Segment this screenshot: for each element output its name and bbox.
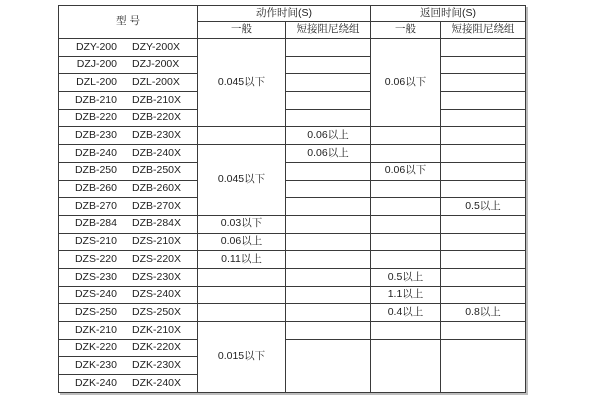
action-damping-cell bbox=[286, 286, 371, 304]
model-name: DZB-250 bbox=[74, 164, 117, 177]
action-damping-cell bbox=[286, 339, 371, 392]
model-name: DZY-200 bbox=[75, 40, 117, 53]
header-action-general: 一般 bbox=[198, 22, 286, 39]
action-damping-cell: 0.06以上 bbox=[286, 127, 371, 145]
return-damping-cell bbox=[441, 215, 526, 233]
return-damping-cell bbox=[441, 286, 526, 304]
action-general-cell: 0.045以下 bbox=[198, 145, 286, 216]
model-name: DZS-210X bbox=[131, 235, 182, 248]
model-name: DZB-220 bbox=[74, 111, 117, 124]
model-name: DZS-220X bbox=[131, 252, 182, 265]
model-name: DZS-240X bbox=[131, 288, 182, 301]
model-name: DZS-230X bbox=[131, 270, 182, 283]
action-damping-cell bbox=[286, 198, 371, 216]
model-name: DZB-284 bbox=[74, 217, 117, 230]
action-damping-cell bbox=[286, 322, 371, 340]
model-name: DZJ-200X bbox=[132, 58, 180, 71]
return-general-cell: 0.06以下 bbox=[371, 39, 441, 127]
table-row bbox=[59, 162, 526, 180]
return-damping-cell bbox=[441, 251, 526, 269]
return-general-cell bbox=[371, 127, 441, 145]
model-cell bbox=[59, 215, 198, 233]
return-damping-cell bbox=[441, 322, 526, 340]
model-name: DZK-220X bbox=[131, 341, 182, 354]
header-return-damping: 短接阻尼绕组 bbox=[441, 22, 526, 39]
action-damping-cell bbox=[286, 251, 371, 269]
model-name: DZB-230 bbox=[74, 129, 117, 141]
return-damping-cell bbox=[441, 162, 526, 180]
table-row bbox=[59, 109, 526, 127]
header-group-row bbox=[59, 6, 526, 22]
return-general-cell bbox=[371, 215, 441, 233]
table-body bbox=[59, 39, 526, 393]
action-general-cell: 0.03以下 bbox=[198, 215, 286, 233]
model-cell bbox=[59, 127, 198, 145]
action-damping-cell bbox=[286, 233, 371, 251]
model-name: DZK-240 bbox=[74, 376, 117, 389]
return-damping-cell bbox=[441, 339, 526, 392]
model-name: DZB-220X bbox=[131, 111, 182, 124]
return-general-cell bbox=[371, 145, 441, 163]
model-cell bbox=[59, 304, 198, 322]
model-cell bbox=[59, 339, 198, 357]
action-damping-cell bbox=[286, 39, 371, 57]
model-cell bbox=[59, 92, 198, 110]
model-name: DZB-240 bbox=[74, 146, 117, 159]
model-cell bbox=[59, 233, 198, 251]
model-name: DZS-250 bbox=[74, 305, 117, 318]
model-cell bbox=[59, 357, 198, 375]
header-action-damping: 短接阻尼绕组 bbox=[286, 22, 371, 39]
return-general-cell: 0.06以下 bbox=[371, 162, 441, 180]
model-cell bbox=[59, 180, 198, 198]
return-general-cell bbox=[371, 233, 441, 251]
table-row bbox=[59, 198, 526, 216]
model-name: DZS-220 bbox=[74, 252, 117, 265]
table-row bbox=[59, 286, 526, 304]
action-damping-cell bbox=[286, 92, 371, 110]
model-name: DZB-230X bbox=[131, 129, 182, 141]
model-name: DZK-240X bbox=[131, 376, 182, 389]
action-general-cell bbox=[198, 286, 286, 304]
return-general-cell: 0.5以上 bbox=[371, 268, 441, 286]
table-row bbox=[59, 56, 526, 74]
model-name: DZB-250X bbox=[131, 164, 182, 177]
action-damping-cell bbox=[286, 268, 371, 286]
action-damping-cell bbox=[286, 109, 371, 127]
model-name: DZK-210X bbox=[131, 323, 182, 336]
return-damping-cell bbox=[441, 109, 526, 127]
model-name: DZB-270 bbox=[74, 199, 117, 212]
action-damping-cell: 0.06以上 bbox=[286, 145, 371, 163]
table-row bbox=[59, 322, 526, 340]
header-action-time: 动作时间(S) bbox=[198, 6, 371, 22]
model-name: DZS-250X bbox=[131, 305, 182, 318]
action-damping-cell bbox=[286, 304, 371, 322]
model-cell bbox=[59, 162, 198, 180]
model-name: DZY-200X bbox=[132, 40, 181, 53]
model-name: DZJ-200 bbox=[76, 58, 117, 71]
table-row bbox=[59, 339, 526, 357]
return-damping-cell: 0.5以上 bbox=[441, 198, 526, 216]
action-general-cell: 0.11以上 bbox=[198, 251, 286, 269]
header-model: 型 号 bbox=[59, 6, 198, 39]
model-cell bbox=[59, 286, 198, 304]
table-row bbox=[59, 92, 526, 110]
return-damping-cell bbox=[441, 74, 526, 92]
table-row bbox=[59, 39, 526, 57]
model-name: DZB-284X bbox=[131, 217, 182, 230]
table-row bbox=[59, 251, 526, 269]
model-name: DZB-210 bbox=[74, 93, 117, 106]
table-row bbox=[59, 180, 526, 198]
return-general-cell bbox=[371, 198, 441, 216]
model-cell bbox=[59, 109, 198, 127]
return-damping-cell bbox=[441, 233, 526, 251]
action-general-cell: 0.06以上 bbox=[198, 233, 286, 251]
model-name: DZK-210 bbox=[74, 323, 117, 336]
return-general-cell: 0.4以上 bbox=[371, 304, 441, 322]
action-damping-cell bbox=[286, 215, 371, 233]
table-row bbox=[59, 215, 526, 233]
return-general-cell bbox=[371, 180, 441, 198]
model-cell bbox=[59, 56, 198, 74]
model-name: DZB-270X bbox=[131, 199, 182, 212]
return-general-cell: 1.1以上 bbox=[371, 286, 441, 304]
model-name: DZK-230X bbox=[131, 358, 182, 371]
return-general-cell bbox=[371, 339, 441, 392]
return-damping-cell bbox=[441, 92, 526, 110]
return-damping-cell bbox=[441, 56, 526, 74]
table-row bbox=[59, 74, 526, 92]
return-general-cell bbox=[371, 251, 441, 269]
model-name: DZK-230 bbox=[74, 358, 117, 371]
model-name: DZK-220 bbox=[74, 341, 117, 354]
model-cell bbox=[59, 322, 198, 340]
model-cell bbox=[59, 39, 198, 57]
model-name: DZB-240X bbox=[131, 146, 182, 159]
return-damping-cell bbox=[441, 268, 526, 286]
return-damping-cell: 0.8以上 bbox=[441, 304, 526, 322]
model-cell bbox=[59, 74, 198, 92]
model-cell bbox=[59, 375, 198, 393]
model-name: DZL-200X bbox=[132, 75, 180, 88]
action-damping-cell bbox=[286, 180, 371, 198]
table-row bbox=[59, 233, 526, 251]
model-cell bbox=[59, 145, 198, 163]
model-name: DZB-260 bbox=[74, 182, 117, 195]
model-name: DZL-200 bbox=[76, 75, 117, 88]
model-name: DZS-210 bbox=[74, 235, 117, 248]
return-damping-cell bbox=[441, 145, 526, 163]
return-damping-cell bbox=[441, 39, 526, 57]
table-row bbox=[59, 127, 526, 145]
table-row bbox=[59, 268, 526, 286]
model-cell bbox=[59, 251, 198, 269]
action-general-cell: 0.045以下 bbox=[198, 39, 286, 127]
action-damping-cell bbox=[286, 56, 371, 74]
table-row bbox=[59, 304, 526, 322]
model-name: DZS-230 bbox=[74, 270, 117, 283]
table-row bbox=[59, 145, 526, 163]
model-name: DZB-260X bbox=[131, 182, 182, 195]
model-name: DZS-240 bbox=[74, 288, 117, 301]
return-general-cell bbox=[371, 322, 441, 340]
model-cell bbox=[59, 268, 198, 286]
action-damping-cell bbox=[286, 74, 371, 92]
action-general-cell bbox=[198, 304, 286, 322]
model-cell bbox=[59, 198, 198, 216]
return-damping-cell bbox=[441, 127, 526, 145]
return-damping-cell bbox=[441, 180, 526, 198]
header-return-time: 返回时间(S) bbox=[371, 6, 526, 22]
table-header bbox=[59, 6, 526, 39]
spec-table bbox=[58, 5, 526, 393]
header-return-general: 一般 bbox=[371, 22, 441, 39]
action-general-cell: 0.015以下 bbox=[198, 322, 286, 393]
action-general-cell bbox=[198, 268, 286, 286]
action-general-cell bbox=[198, 127, 286, 145]
model-name: DZB-210X bbox=[131, 93, 182, 106]
action-damping-cell bbox=[286, 162, 371, 180]
